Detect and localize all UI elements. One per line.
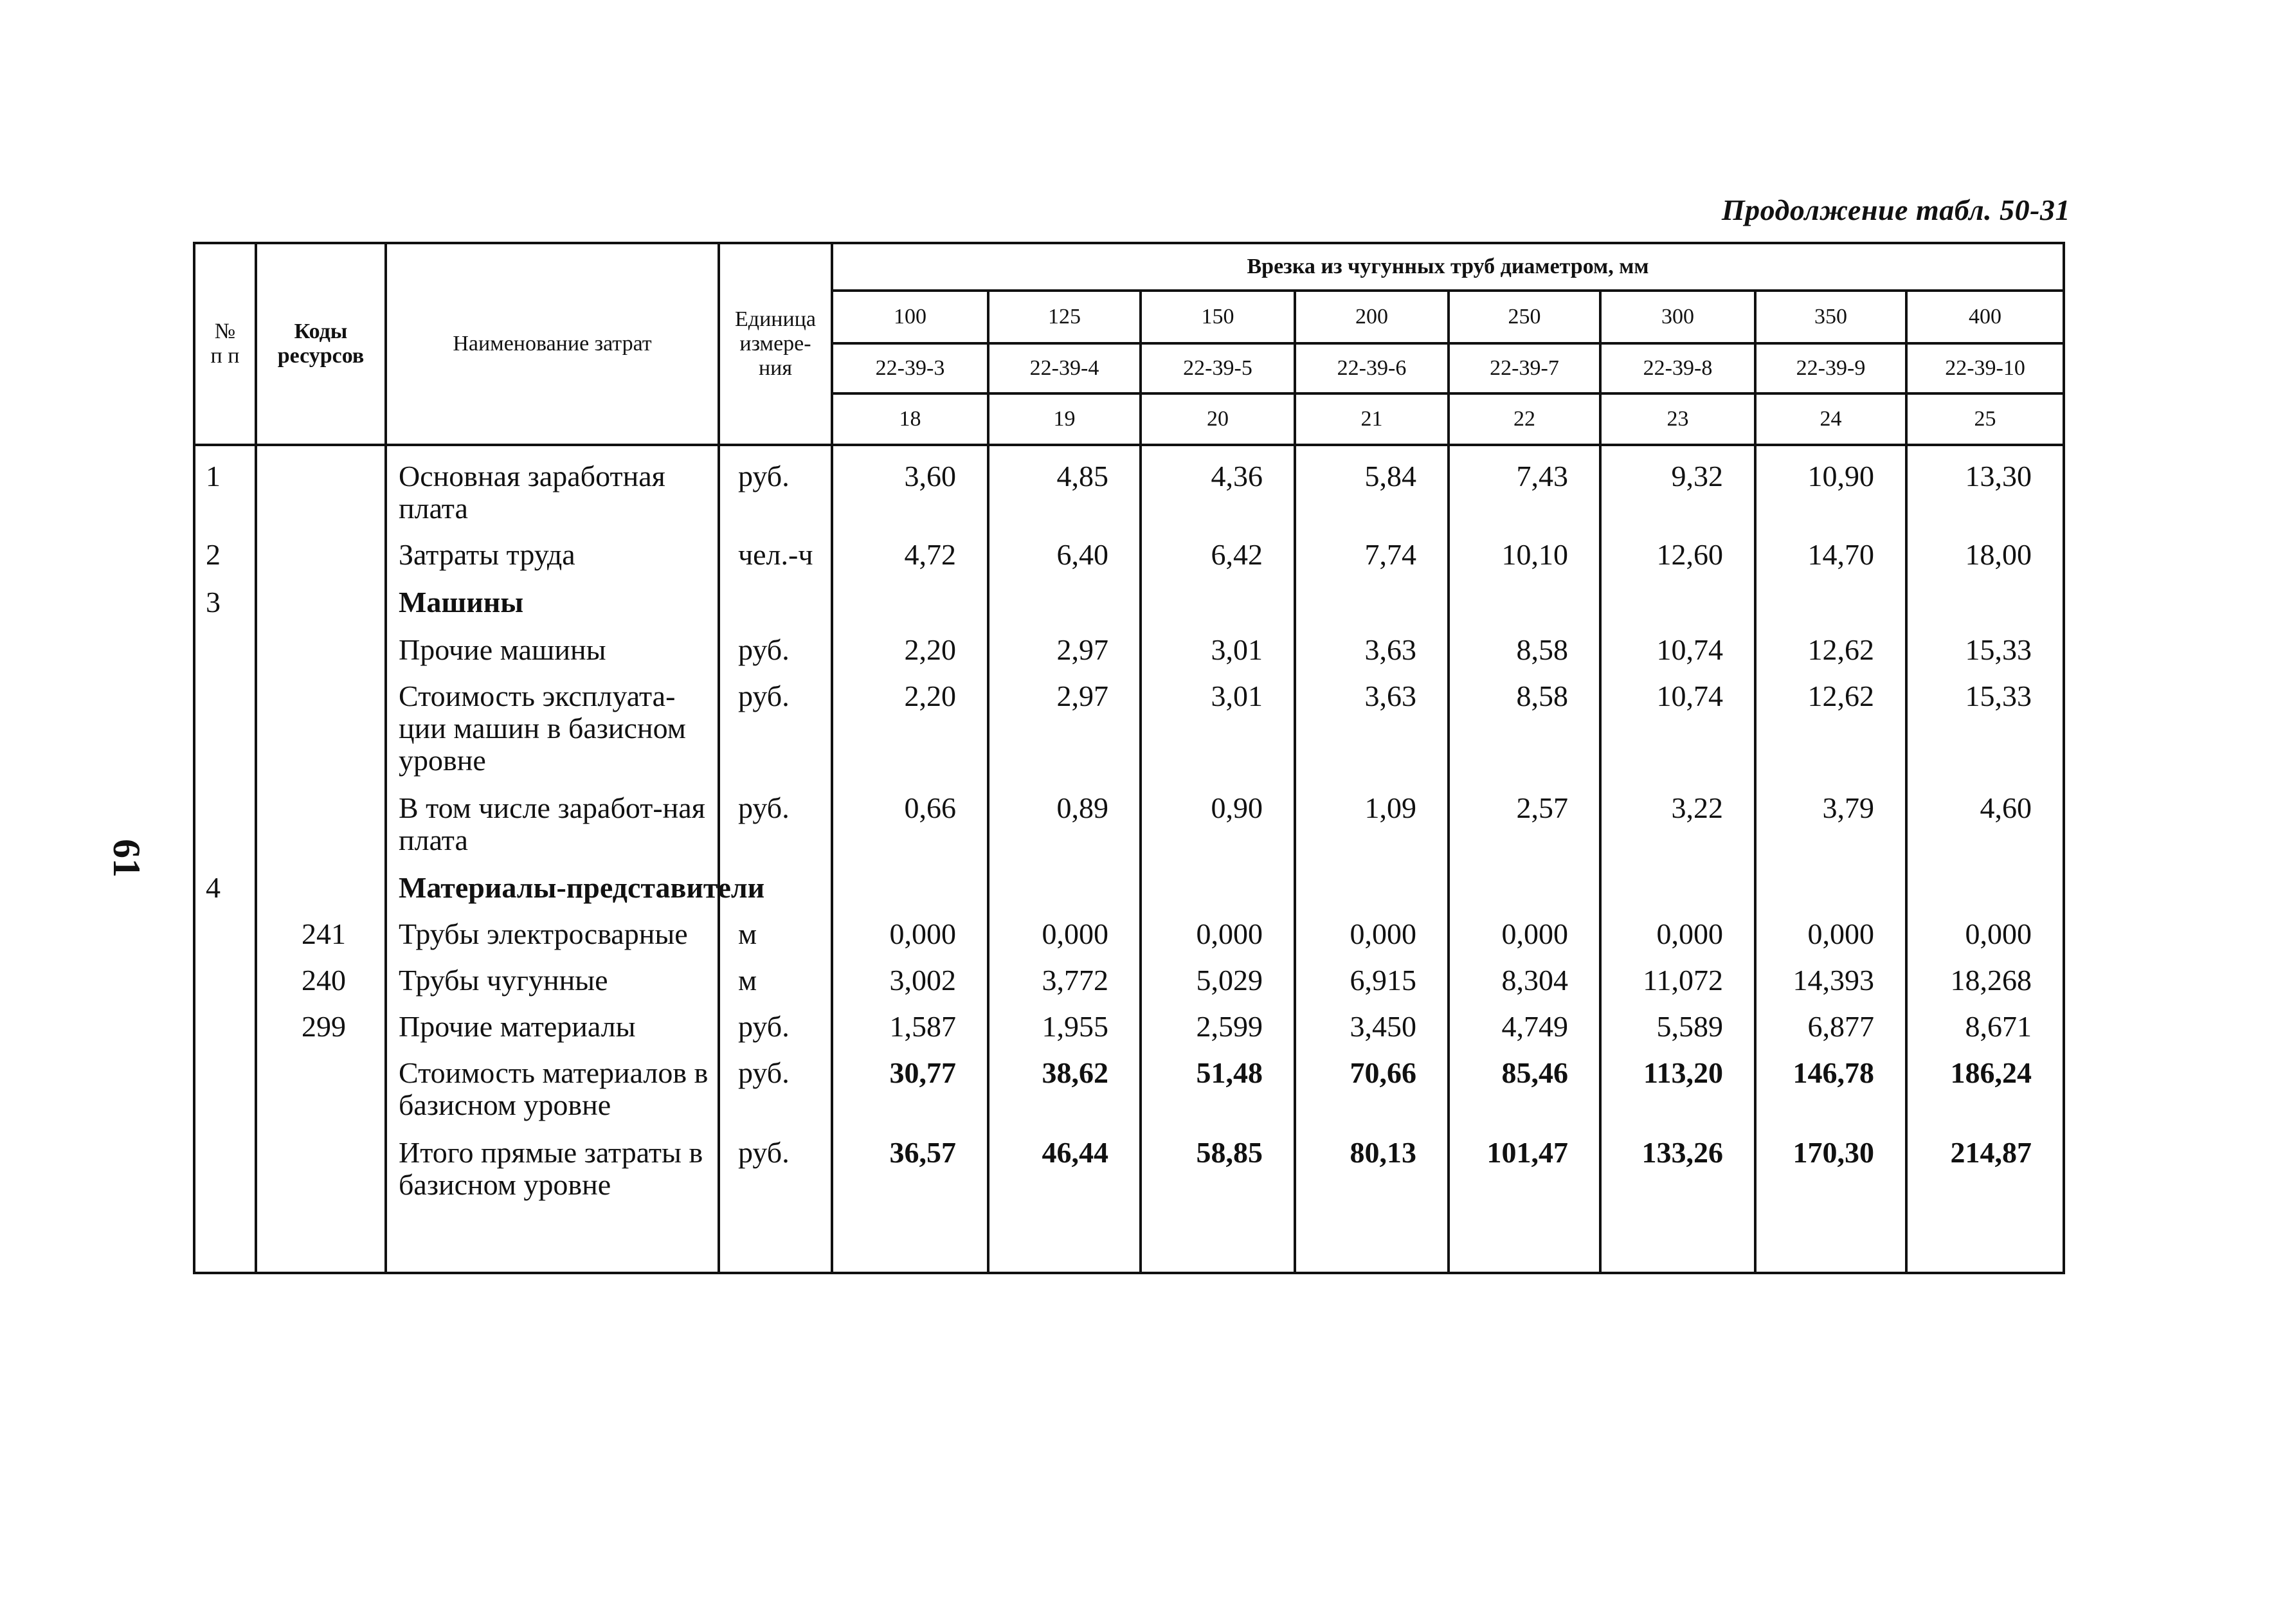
resource-code xyxy=(256,1057,386,1137)
header-column-number: 22 xyxy=(1449,393,1600,445)
cost-name: Затраты труда xyxy=(386,539,719,586)
value-cell: 0,000 xyxy=(1449,918,1600,964)
value-cell: 7,74 xyxy=(1295,539,1449,586)
table-row xyxy=(194,634,2064,680)
row-number xyxy=(194,1137,256,1216)
header-norm-code: 22-39-7 xyxy=(1449,343,1600,393)
value-cell: 146,78 xyxy=(1755,1057,1906,1137)
value-cell: 18,00 xyxy=(1906,539,2064,586)
value-cell: 13,30 xyxy=(1906,460,2064,539)
header-column-number: 19 xyxy=(988,393,1141,445)
header-unit: Единица измере- ния xyxy=(719,243,832,445)
header-diameter: 400 xyxy=(1906,291,2064,343)
row-number xyxy=(194,634,256,680)
value-cell: 12,60 xyxy=(1600,539,1755,586)
cost-name: Трубы чугунные xyxy=(386,964,719,1011)
cost-name: Прочие машины xyxy=(386,634,719,680)
resource-cost-table xyxy=(193,242,2065,1274)
row-number: 3 xyxy=(194,586,256,634)
row-number xyxy=(194,680,256,792)
value-cell: 0,90 xyxy=(1141,792,1295,872)
value-cell: 1,587 xyxy=(832,1011,988,1057)
value-cell: 1,955 xyxy=(988,1011,1141,1057)
header-diameter: 250 xyxy=(1449,291,1600,343)
value-cell: 70,66 xyxy=(1295,1057,1449,1137)
cost-name: Прочие материалы xyxy=(386,1011,719,1057)
resource-code xyxy=(256,586,386,634)
header-column-number: 23 xyxy=(1600,393,1755,445)
value-cell: 0,000 xyxy=(1600,918,1755,964)
row-number xyxy=(194,964,256,1011)
unit: руб. xyxy=(719,1137,832,1216)
resource-code xyxy=(256,634,386,680)
value-cell: 2,97 xyxy=(988,680,1141,792)
resource-code xyxy=(256,539,386,586)
value-cell: 3,60 xyxy=(832,460,988,539)
value-cell: 5,84 xyxy=(1295,460,1449,539)
header-diameter: 150 xyxy=(1141,291,1295,343)
row-number xyxy=(194,792,256,872)
value-cell: 36,57 xyxy=(832,1137,988,1216)
value-cell: 9,32 xyxy=(1600,460,1755,539)
table-section-row xyxy=(194,586,2064,634)
resource-code xyxy=(256,680,386,792)
value-cell: 0,000 xyxy=(988,918,1141,964)
header-diameter: 100 xyxy=(832,291,988,343)
value-cell: 4,85 xyxy=(988,460,1141,539)
value-cell: 14,70 xyxy=(1755,539,1906,586)
value-cell: 2,599 xyxy=(1141,1011,1295,1057)
header-norm-code: 22-39-3 xyxy=(832,343,988,393)
table-row xyxy=(194,964,2064,1011)
value-cell: 46,44 xyxy=(988,1137,1141,1216)
value-cell: 8,671 xyxy=(1906,1011,2064,1057)
value-cell: 3,450 xyxy=(1295,1011,1449,1057)
value-cell: 12,62 xyxy=(1755,680,1906,792)
row-number: 4 xyxy=(194,872,256,918)
header-norm-code: 22-39-5 xyxy=(1141,343,1295,393)
value-cell: 0,66 xyxy=(832,792,988,872)
unit: руб. xyxy=(719,792,832,872)
value-cell: 3,63 xyxy=(1295,680,1449,792)
value-cell: 10,74 xyxy=(1600,634,1755,680)
value-cell: 6,915 xyxy=(1295,964,1449,1011)
resource-code: 299 xyxy=(256,1011,386,1057)
unit: чел.-ч xyxy=(719,539,832,586)
table-row xyxy=(194,1057,2064,1137)
row-number xyxy=(194,1057,256,1137)
value-cell: 10,74 xyxy=(1600,680,1755,792)
table-section-row xyxy=(194,872,2064,918)
header-column-number: 25 xyxy=(1906,393,2064,445)
value-cell: 2,20 xyxy=(832,680,988,792)
cost-name: Стоимость материалов в базисном уровне xyxy=(386,1057,719,1137)
row-number: 1 xyxy=(194,460,256,539)
resource-code: 241 xyxy=(256,918,386,964)
header-cost-name: Наименование затрат xyxy=(386,243,719,445)
value-cell: 11,072 xyxy=(1600,964,1755,1011)
header-norm-code: 22-39-8 xyxy=(1600,343,1755,393)
resource-code: 240 xyxy=(256,964,386,1011)
unit xyxy=(719,586,832,634)
unit: руб. xyxy=(719,1057,832,1137)
value-cell: 3,01 xyxy=(1141,680,1295,792)
value-cell: 4,749 xyxy=(1449,1011,1600,1057)
resource-code xyxy=(256,1137,386,1216)
page-number: 61 xyxy=(105,839,148,878)
value-cell: 10,10 xyxy=(1449,539,1600,586)
value-cell: 3,772 xyxy=(988,964,1141,1011)
value-cell: 51,48 xyxy=(1141,1057,1295,1137)
value-cell: 4,60 xyxy=(1906,792,2064,872)
value-cell: 8,58 xyxy=(1449,634,1600,680)
table-row xyxy=(194,1011,2064,1057)
value-cell: 101,47 xyxy=(1449,1137,1600,1216)
value-cell: 7,43 xyxy=(1449,460,1600,539)
header-column-number: 24 xyxy=(1755,393,1906,445)
resource-code xyxy=(256,460,386,539)
resource-code xyxy=(256,872,386,918)
header-resource-codes: Коды ресурсов xyxy=(256,243,386,445)
value-cell: 15,33 xyxy=(1906,634,2064,680)
section-title: Машины xyxy=(386,586,719,634)
cost-name: Основная заработная плата xyxy=(386,460,719,539)
value-cell: 5,589 xyxy=(1600,1011,1755,1057)
value-cell: 0,000 xyxy=(1141,918,1295,964)
value-cell: 2,57 xyxy=(1449,792,1600,872)
table-body xyxy=(194,445,2064,1273)
value-cell: 6,42 xyxy=(1141,539,1295,586)
header-column-number: 20 xyxy=(1141,393,1295,445)
table-row xyxy=(194,918,2064,964)
table-total-row xyxy=(194,1137,2064,1216)
value-cell: 0,000 xyxy=(832,918,988,964)
value-cell: 0,89 xyxy=(988,792,1141,872)
cost-name: Трубы электросварные xyxy=(386,918,719,964)
value-cell: 6,877 xyxy=(1755,1011,1906,1057)
resource-code xyxy=(256,792,386,872)
header-norm-code: 22-39-6 xyxy=(1295,343,1449,393)
row-number xyxy=(194,918,256,964)
value-cell: 30,77 xyxy=(832,1057,988,1137)
value-cell: 18,268 xyxy=(1906,964,2064,1011)
value-cell: 8,58 xyxy=(1449,680,1600,792)
table-row xyxy=(194,680,2064,792)
cost-name: В том числе заработ-ная плата xyxy=(386,792,719,872)
header-column-number: 18 xyxy=(832,393,988,445)
row-number: 2 xyxy=(194,539,256,586)
header-norm-code: 22-39-10 xyxy=(1906,343,2064,393)
cost-name: Стоимость эксплуата-ции машин в базисном уровне xyxy=(386,680,719,792)
value-cell: 3,22 xyxy=(1600,792,1755,872)
value-cell: 214,87 xyxy=(1906,1137,2064,1216)
header-group-title: Врезка из чугунных труб диаметром, мм xyxy=(832,243,2064,291)
value-cell: 2,97 xyxy=(988,634,1141,680)
header-diameter: 200 xyxy=(1295,291,1449,343)
value-cell: 3,79 xyxy=(1755,792,1906,872)
value-cell: 5,029 xyxy=(1141,964,1295,1011)
unit: м xyxy=(719,964,832,1011)
value-cell: 3,01 xyxy=(1141,634,1295,680)
header-norm-code: 22-39-9 xyxy=(1755,343,1906,393)
value-cell: 14,393 xyxy=(1755,964,1906,1011)
value-cell: 15,33 xyxy=(1906,680,2064,792)
value-cell: 2,20 xyxy=(832,634,988,680)
value-cell: 0,000 xyxy=(1906,918,2064,964)
value-cell: 85,46 xyxy=(1449,1057,1600,1137)
table-caption: Продолжение табл. 50-31 xyxy=(1721,194,2070,226)
value-cell: 3,63 xyxy=(1295,634,1449,680)
value-cell: 186,24 xyxy=(1906,1057,2064,1137)
value-cell: 80,13 xyxy=(1295,1137,1449,1216)
value-cell: 133,26 xyxy=(1600,1137,1755,1216)
table-row xyxy=(194,792,2064,872)
header-diameter: 350 xyxy=(1755,291,1906,343)
table-header xyxy=(194,243,2064,445)
table-row xyxy=(194,460,2064,539)
unit: руб. xyxy=(719,1011,832,1057)
value-cell: 12,62 xyxy=(1755,634,1906,680)
value-cell: 0,000 xyxy=(1295,918,1449,964)
value-cell: 1,09 xyxy=(1295,792,1449,872)
value-cell: 3,002 xyxy=(832,964,988,1011)
value-cell: 58,85 xyxy=(1141,1137,1295,1216)
value-cell: 170,30 xyxy=(1755,1137,1906,1216)
value-cell: 6,40 xyxy=(988,539,1141,586)
header-diameter: 300 xyxy=(1600,291,1755,343)
value-cell: 0,000 xyxy=(1755,918,1906,964)
header-column-number: 21 xyxy=(1295,393,1449,445)
value-cell: 38,62 xyxy=(988,1057,1141,1137)
header-norm-code: 22-39-4 xyxy=(988,343,1141,393)
header-number: № п п xyxy=(194,243,256,445)
unit: руб. xyxy=(719,680,832,792)
unit: руб. xyxy=(719,460,832,539)
cost-name: Итого прямые затраты в базисном уровне xyxy=(386,1137,719,1216)
value-cell: 4,36 xyxy=(1141,460,1295,539)
value-cell: 8,304 xyxy=(1449,964,1600,1011)
header-diameter: 125 xyxy=(988,291,1141,343)
section-title: Материалы-представители xyxy=(386,872,719,918)
unit: руб. xyxy=(719,634,832,680)
unit: м xyxy=(719,918,832,964)
value-cell: 4,72 xyxy=(832,539,988,586)
row-number xyxy=(194,1011,256,1057)
value-cell: 113,20 xyxy=(1600,1057,1755,1137)
table-row xyxy=(194,539,2064,586)
value-cell: 10,90 xyxy=(1755,460,1906,539)
